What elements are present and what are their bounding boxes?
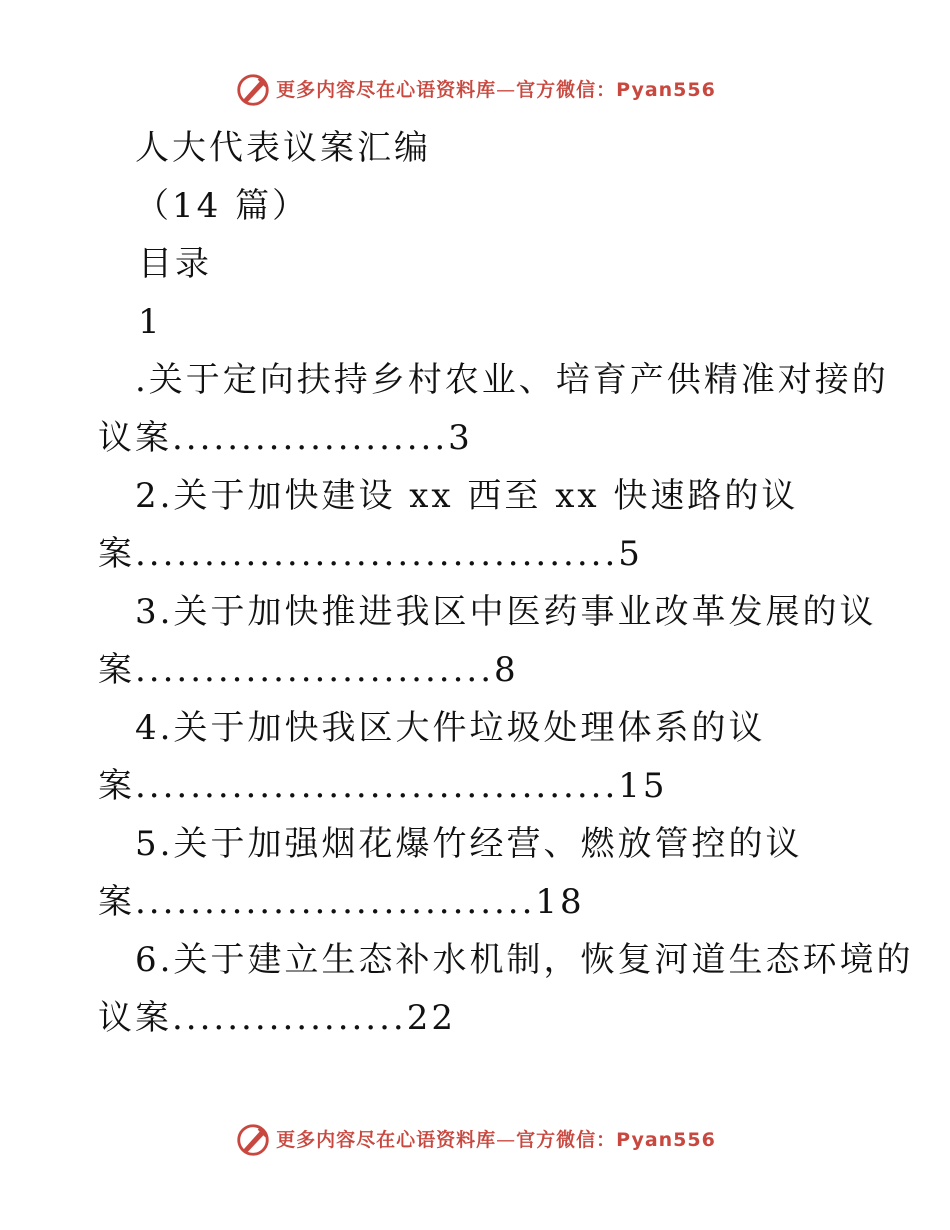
watermark-text: 更多内容尽在心语资料库 bbox=[276, 79, 497, 101]
toc-entry-3-title: 3.关于加快推进我区中医药事业改革发展的议 bbox=[135, 592, 877, 632]
toc-entry-1-page-line bbox=[98, 416, 473, 460]
toc-entry-5-suffix: 案 bbox=[98, 882, 135, 922]
toc-entry-6-suffix: 议案 bbox=[98, 998, 172, 1038]
toc-entry-3-dots: .......................... bbox=[135, 650, 494, 690]
toc-entry-5-page: 18 bbox=[535, 882, 585, 922]
toc-entry-5-title: 5.关于加强烟花爆竹经营、燃放管控的议 bbox=[135, 824, 803, 864]
toc-entry-3-page: 8 bbox=[494, 650, 519, 690]
toc-entry-1-suffix: 议案 bbox=[98, 418, 172, 458]
toc-number: 1 bbox=[138, 302, 163, 342]
watermark-text: 更多内容尽在心语资料库 bbox=[276, 1129, 497, 1151]
watermark-wechat: 官方微信：Pyan556 bbox=[516, 79, 716, 101]
document-title: 人大代表议案汇编 bbox=[135, 128, 431, 168]
toc-entry-3-page-line bbox=[98, 648, 519, 692]
toc-entry-6-page-line bbox=[98, 996, 456, 1040]
toc-entry-4-title: 4.关于加快我区大件垃圾处理体系的议 bbox=[135, 708, 766, 748]
toc-entry-4-suffix: 案 bbox=[98, 766, 135, 806]
toc-entry-2-suffix: 案 bbox=[98, 534, 135, 574]
watermark-header bbox=[0, 70, 950, 110]
watermark-separator: — bbox=[496, 79, 517, 101]
toc-heading: 目录 bbox=[138, 244, 212, 284]
watermark-wechat: 官方微信：Pyan556 bbox=[516, 1129, 716, 1151]
toc-entry-6-dots: ................. bbox=[172, 998, 407, 1038]
toc-entry-4-dots: ................................... bbox=[135, 766, 619, 806]
toc-entry-4-page: 15 bbox=[618, 766, 668, 806]
toc-entry-1-title: .关于定向扶持乡村农业、培育产供精准对接的 bbox=[135, 360, 889, 400]
toc-entry-2-dots: ................................... bbox=[135, 534, 619, 574]
toc-entry-2-page-line bbox=[98, 532, 643, 576]
toc-entry-3-suffix: 案 bbox=[98, 650, 135, 690]
toc-entry-5-page-line bbox=[98, 880, 585, 924]
toc-entry-1-page: 3 bbox=[448, 418, 473, 458]
watermark-footer bbox=[0, 1120, 950, 1160]
document-count: （14 篇） bbox=[135, 186, 310, 226]
toc-entry-1-dots: .................... bbox=[172, 418, 449, 458]
toc-entry-2-title: 2.关于加快建设 xx 西至 xx 快速路的议 bbox=[135, 476, 799, 516]
pen-logo-icon bbox=[234, 1121, 272, 1159]
toc-entry-6-page: 22 bbox=[406, 998, 456, 1038]
toc-entry-5-dots: ............................. bbox=[135, 882, 536, 922]
watermark-separator: — bbox=[496, 1129, 517, 1151]
toc-entry-2-page: 5 bbox=[618, 534, 643, 574]
pen-logo-icon bbox=[234, 71, 272, 109]
toc-entry-6-title: 6.关于建立生态补水机制，恢复河道生态环境的 bbox=[135, 940, 914, 980]
toc-entry-4-page-line bbox=[98, 764, 668, 808]
